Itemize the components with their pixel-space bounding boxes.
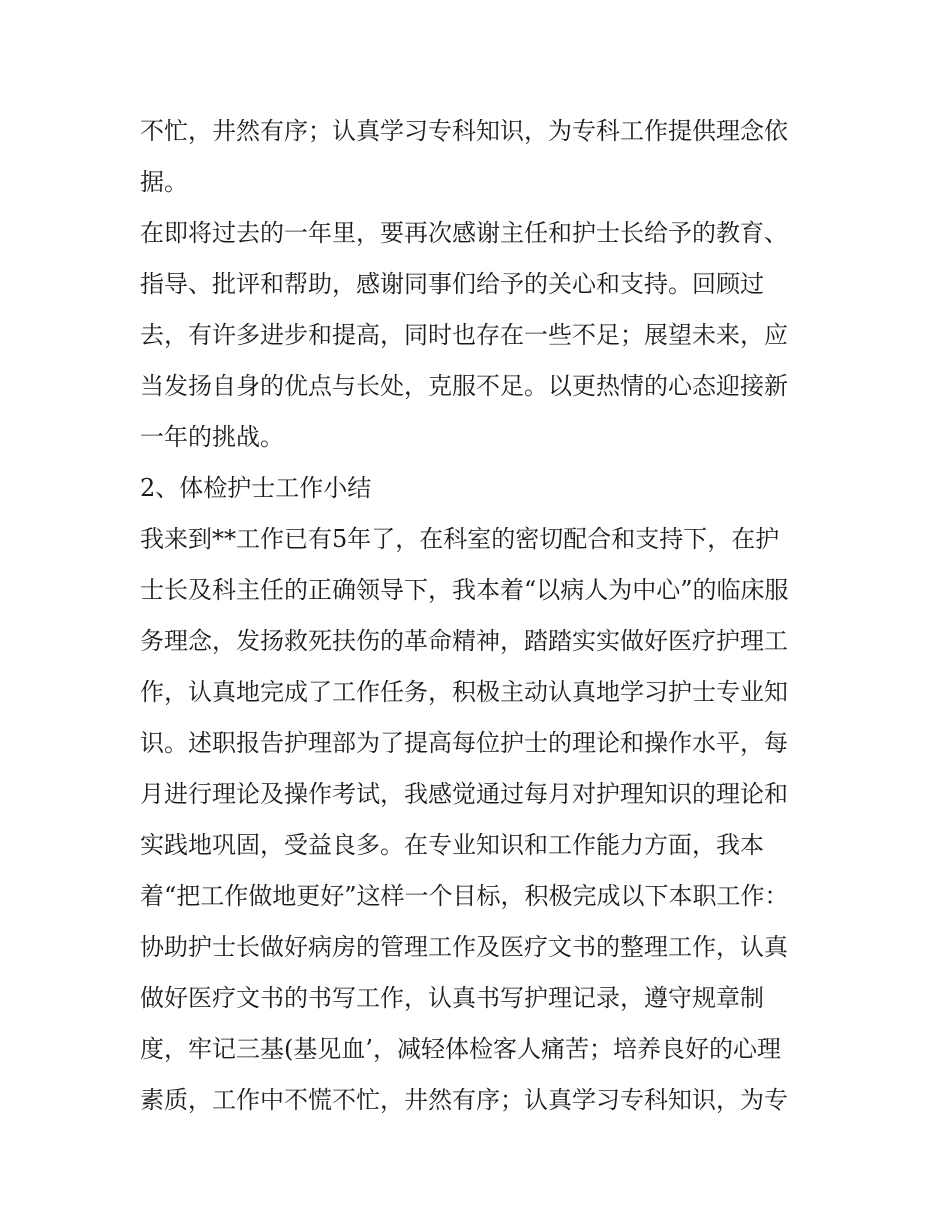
text-line: 协助护士长做好病房的管理工作及医疗文书的整理工作，认真 [140, 933, 788, 961]
text-line: 士长及科主任的正确领导下，我本着“以病人为中心”的临床服 [140, 576, 789, 604]
text-line: 我来到**工作已有5年了，在科室的密切配合和支持下，在护 [140, 525, 780, 553]
text-line: 度，牢记三基(基见血’，减轻体检客人痛苦；培养良好的心理 [140, 1035, 781, 1063]
text-line: 一年的挑战。 [140, 423, 284, 451]
text-line: 做好医疗文书的书写工作，认真书写护理记录，遵守规章制 [140, 984, 764, 1012]
text-line: 不忙，井然有序；认真学习专科知识，为专科工作提供理念依 [140, 117, 788, 145]
text-line: 去，有许多进步和提高，同时也存在一些不足；展望未来，应 [140, 321, 788, 349]
section-heading: 2、体检护士工作小结 [140, 474, 372, 502]
text-line: 当发扬自身的优点与长处，克服不足。以更热情的心态迎接新 [140, 372, 788, 400]
text-line: 作，认真地完成了工作任务，积极主动认真地学习护士专业知 [140, 678, 788, 706]
text-line: 素质，工作中不慌不忙，井然有序；认真学习专科知识，为专 [140, 1086, 788, 1114]
text-line: 指导、批评和帮助，感谢同事们给予的关心和支持。回顾过 [140, 270, 764, 298]
text-line: 月进行理论及操作考试，我感觉通过每月对护理知识的理论和 [140, 780, 788, 808]
text-line: 识。述职报告护理部为了提高每位护士的理论和操作水平，每 [140, 729, 788, 757]
text-line: 务理念，发扬救死扶伤的革命精神，踏踏实实做好医疗护理工 [140, 627, 788, 655]
text-line: 据。 [140, 168, 188, 196]
text-line: 着“把工作做地更好”这样一个目标，积极完成以下本职工作： [140, 882, 789, 910]
text-line: 实践地巩固，受益良多。在专业知识和工作能力方面，我本 [140, 831, 764, 859]
document-body [140, 106, 820, 1126]
text-line: 在即将过去的一年里，要再次感谢主任和护士长给予的教育、 [140, 219, 788, 247]
